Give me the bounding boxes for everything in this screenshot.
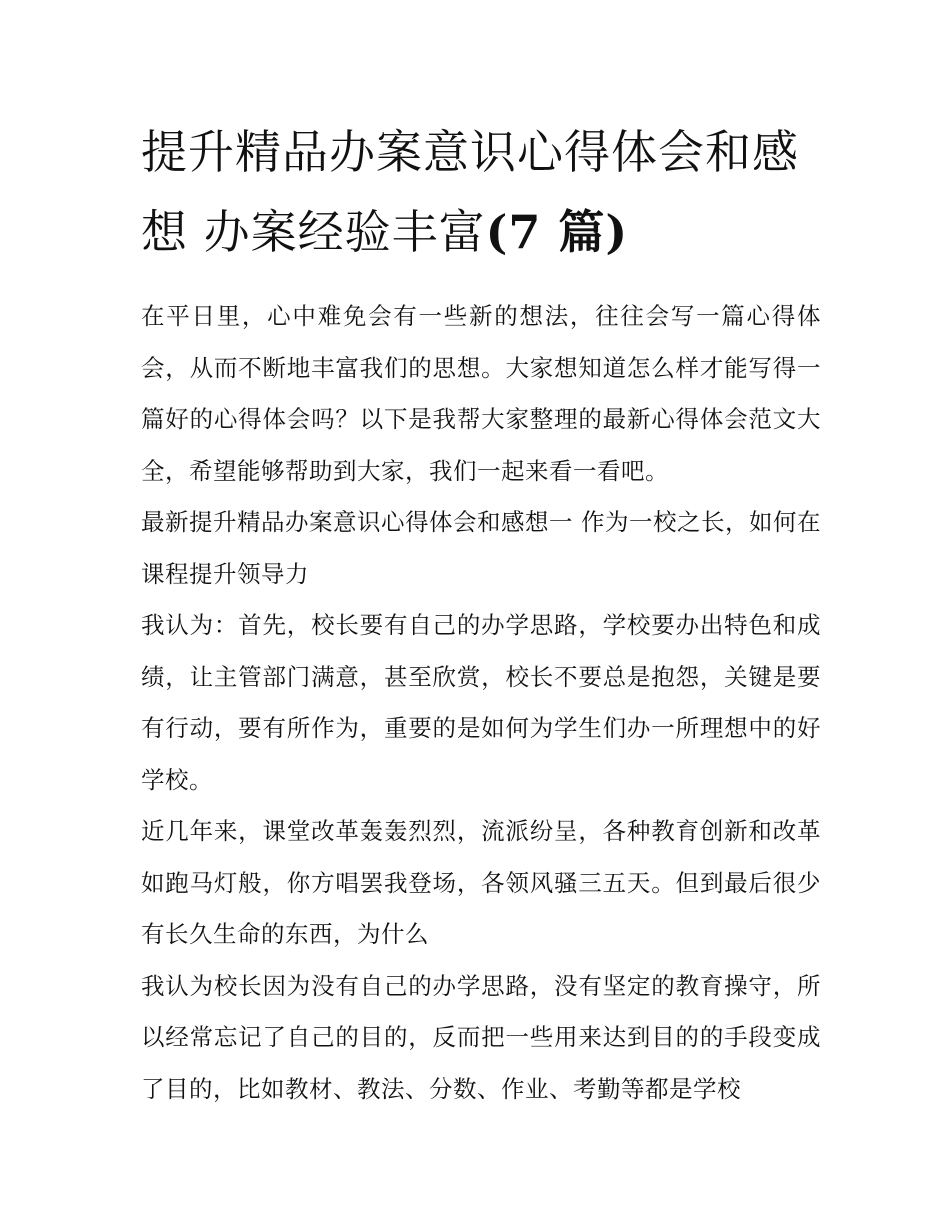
title-text: 提升精品办案意识心得体会和感想 办案经验丰富	[141, 125, 799, 259]
section-heading-paragraph: 最新提升精品办案意识心得体会和感想一 作为一校之长，如何在课程提升领导力	[141, 508, 821, 588]
body-paragraph: 近几年来，课堂改革轰轰烈烈，流派纷呈，各种教育创新和改革如跑马灯般，你方唱罢我登场，各领风骚三五天。但到最后很少有长久生命的东西，为什么	[141, 817, 821, 948]
title-count: (7 篇)	[485, 205, 629, 259]
intro-paragraph: 在平日里，心中难免会有一些新的想法，往往会写一篇心得体会，从而不断地丰富我们的思想。大家想知道怎么样才能写得一篇好的心得体会吗？以下是我帮大家整理的最新心得体会范文大全，希望能够帮助到大家，我们一起来看一看吧。	[141, 302, 821, 485]
body-paragraph: 我认为校长因为没有自己的办学思路，没有坚定的教育操守，所以经常忘记了自己的目的，反而把一些用来达到目的的手段变成了目的，比如教材、教法、分数、作业、考勤等都是学校	[141, 971, 821, 1103]
document-title	[141, 112, 821, 272]
body-paragraph: 我认为：首先，校长要有自己的办学思路，学校要办出特色和成绩，让主管部门满意，甚至欣赏，校长不要总是抱怨，关键是要有行动，要有所作为，重要的是如何为学生们办一所理想中的好学校。	[141, 611, 821, 794]
document-body	[141, 112, 821, 1115]
